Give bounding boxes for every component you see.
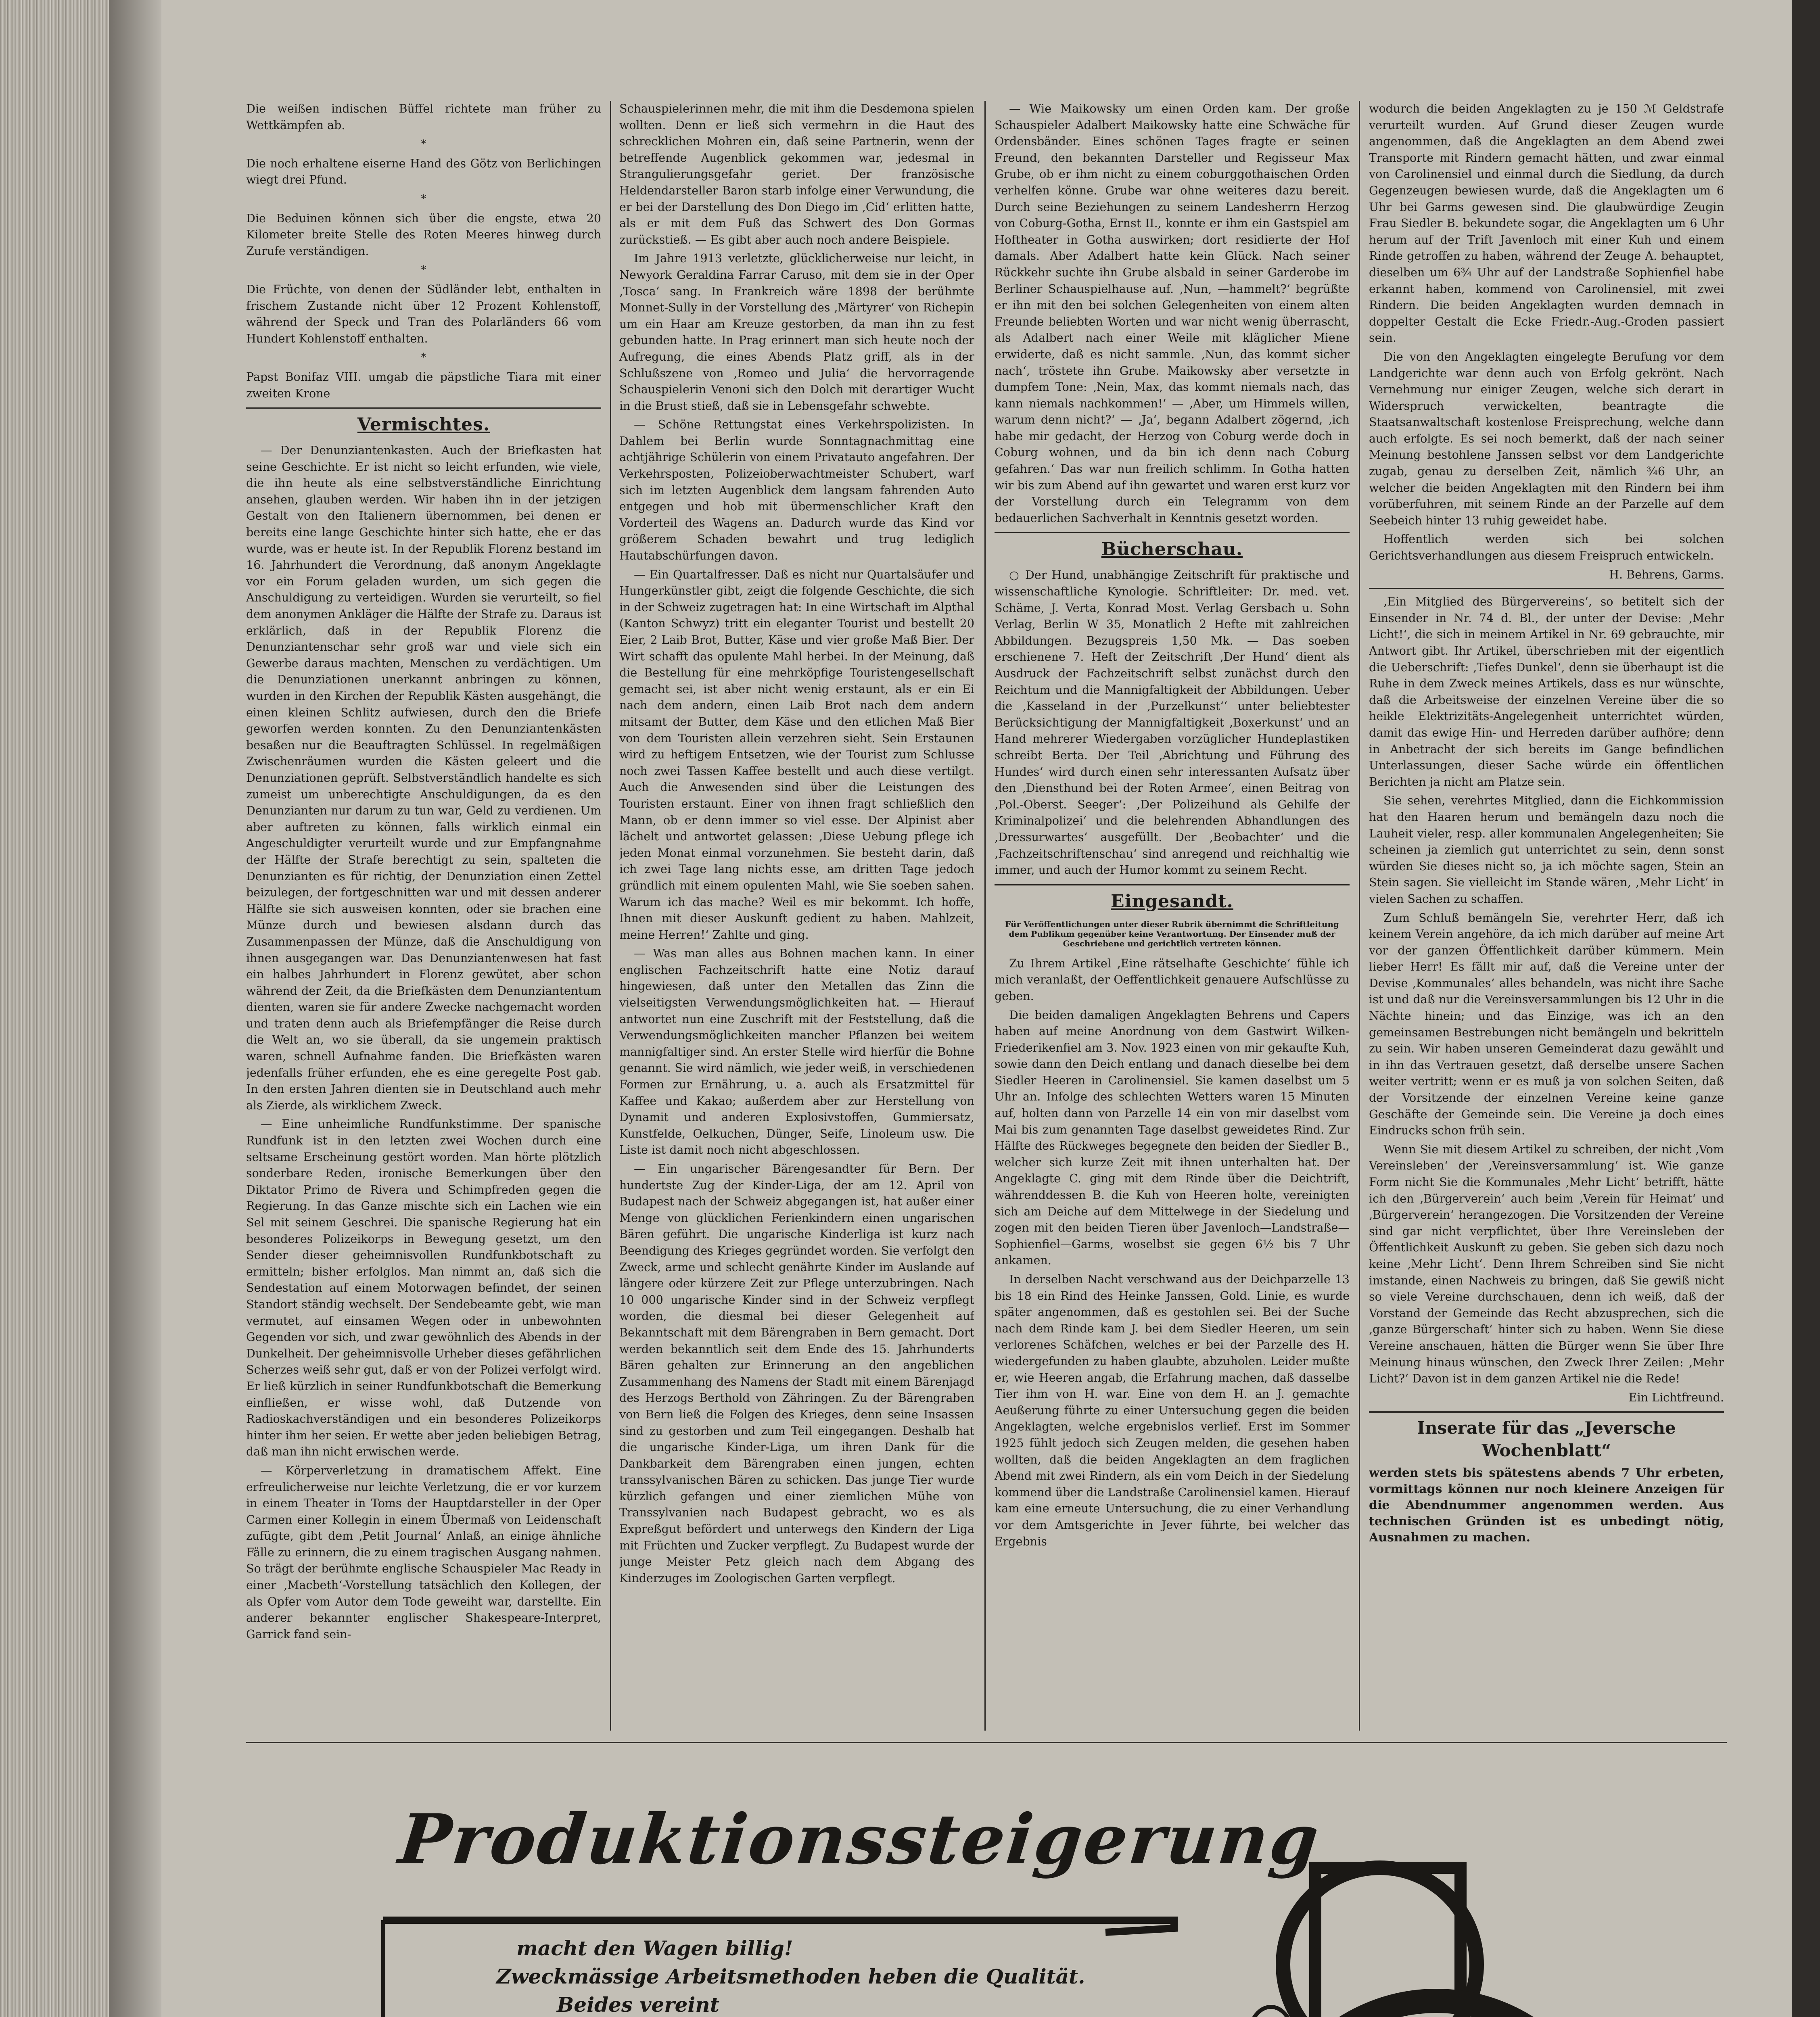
- column-rule: [1359, 101, 1360, 1731]
- ad-headline: Produktionssteigerung: [395, 1799, 1324, 1880]
- column-rule: [984, 101, 986, 1731]
- article: — Ein Quartalfresser. Daß es nicht nur Quartalsäufer und Hungerkünstler gibt, zeigt die folgende Geschichte, die sich in der Schweiz zugetragen hat: In eine Wirtschaft im Alpthal (Kanton Schwyz) tritt ein eleganter Tourist und bestellt 20 Eier, 2 Laib Brot, Butter, Käse und vier große Maß Bier. Der Wirt schafft das opulente Mahl herbei. In der Meinung, daß die Bestellung für eine mehrköpfige Touristengesellschaft gemacht sei, ist aber nicht wenig erstaunt, als er ein Ei nach dem andern, einen Laib Brot nach dem andern mitsamt der Butter, dem Käse und den etlichen Maß Bier von dem Touristen allein verzehren sieht. Sein Erstaunen wird zu heftigem Entsetzen, wie der Tourist zum Schlusse noch zwei Tassen Kaffee bestellt und auch diese vertilgt. Auch die Anwesenden sind über die Leistungen des Touristen erstaunt. Einer von ihnen fragt schließlich den Mann, ob er denn immer so viel esse. Der Alpinist aber lächelt und antwortet gelassen: ‚Diese Uebung pflege ich jeden Monat einmal vorzunehmen. Sie besteht darin, daß ich zwei Tage lang nichts esse, am dritten Tage jedoch gründlich mit einem opulenten Mahl, wie Sie soeben sahen. Warum ich das mache? Weil es mir bekommt. Ich hoffe, Ihnen mit dieser Auskunft gedient zu haben. Mahlzeit, meine Herren!‘ Zahlte und ging.: [619, 568, 974, 942]
- separator-star: *: [421, 138, 426, 150]
- fact-item: Die noch erhaltene eiserne Hand des Götz von Berlichingen wiegt drei Pfund.: [246, 157, 601, 187]
- section-rule: [995, 532, 1350, 533]
- article: — Wie Maikowsky um einen Orden kam. Der große Schauspieler Adalbert Maikowsky hatte eine Schwäche für Ordensbänder. Eines schönen Tages fragte er seinen Freund, den bekannten Darsteller und Regisseur Max Grube, ob er ihm nicht zu einem coburggothaischen Orden verhelfen könne. Grube war ohne weiteres dazu bereit. Durch seine Beziehungen zu seinem Landesherrn Herzog von Coburg-Gotha, Ernst II., konnte er ihm ein Gastspiel am Hoftheater in Gotha auswirken; dort residierte der Hof damals. Aber Adalbert hatte kein Glück. Nach seiner Rückkehr suchte ihn Grube alsbald in seiner Garderobe im Berliner Schauspielhause auf. ‚Nun, —hammelt?‘ begrüßte er ihn mit den bei solchen Gelegenheiten von einem alten Freunde beliebten Worten und war nicht wenig überrascht, als Adalbert nach einer Weile mit kläglicher Miene erwiderte, daß es nicht sammle. ‚Nun, das kommt sicher nach‘, tröstete ihn Grube. Maikowsky aber versetzte in dumpfem Tone: ‚Nein, Max, das kommt niemals nach, das kann niemals nachkommen!‘ — ‚Aber, um Himmels willen, warum denn nicht?‘ — ‚Ja‘, begann Adalbert zögernd, ‚ich habe mir gedacht, der Herzog von Coburg werde doch in Coburg wohnen, und da bin ich denn nach Coburg gefahren.‘ Das war nun freilich schlimm. In Gotha hatten wir bis zum Abend auf ihn gewartet und waren erst kurz vor der Vorstellung durch ein Telegramm von dem bedauerlichen Sachverhalt in Kenntnis gesetzt worden.: [995, 102, 1350, 525]
- disclaimer: Für Veröffentlichungen unter dieser Rubrik übernimmt die Schriftleitung dem Publikum gegenüber keine Verantwortung. Der Einsender muß der Geschriebene und gerichtlich vertreten können.: [1005, 919, 1339, 948]
- ad-slogan: macht den Wagen billig!: [516, 1936, 793, 1960]
- article: ‚Ein Mitglied des Bürgervereins‘, so betitelt sich der Einsender in Nr. 74 d. Bl., der unter der Devise: ‚Mehr Licht!‘, die sich in meinem Artikel in Nr. 69 gebrauchte, mir Antwort gibt. Ihr Artikel, überschrieben mit der eigentlich die Ueberschrift: ‚Tiefes Dunkel‘, denn sie überhaupt ist die Ruhe in dem Zweck meines Artikels, dass es nur wünschte, daß die Arbeitsweise der einzelnen Vereine über die so heikle Elektrizitäts-Angelegenheit unterrichtet würden, damit das ewige Hin- und Herreden darüber aufhöre; denn in Anbetracht der sich bereits im Gange befindlichen Unterlassungen, dieser Sache würde ein öffentlichen Berichten ja nicht am Platze sein.: [1369, 595, 1724, 789]
- article: — Körperverletzung in dramatischem Affekt. Eine erfreulicherweise nur leichte Verletzung, die er vor kurzem in einem Theater in Toms der Hauptdarsteller in der Oper Carmen einer Kollegin in einem Übermaß von Leidenschaft zufügte, gibt dem ‚Petit Journal‘ Anlaß, an einige ähnliche Fälle zu erinnern, die zu einem tragischen Ausgang nahmen. So trägt der berühmte englische Schauspieler Mac Ready in einer ‚Macbeth‘-Vorstellung tatsächlich den Kollegen, der als Opfer vom Autor dem Tode geweiht war, darstellte. Ein anderer bekannter englischer Shakespeare-Interpret, Garrick fand sein-: [246, 1464, 601, 1641]
- book-binding: [0, 0, 109, 2017]
- article: Hoffentlich werden sich bei solchen Gerichtsverhandlungen aus diesem Freispruch entwickeln.: [1369, 532, 1724, 563]
- section-heading: Vermischtes.: [357, 414, 490, 435]
- fact-item: Papst Bonifaz VIII. umgab die päpstliche Tiara mit einer zweiten Krone: [246, 370, 601, 400]
- section-rule: [246, 407, 601, 409]
- article: ○ Der Hund, unabhängige Zeitschrift für praktische und wissenschaftliche Kynologie. Schriftleiter: Dr. med. vet. Schäme, J. Verta, Konrad Most. Verlag Gersbach u. Sohn Verlag, Berlin W 35, Monatlich 2 Hefte mit zahlreichen Abbildungen. Bezugspreis 1,50 Mk. — Das soeben erschienene 7. Heft der Zeitschrift ‚Der Hund‘ dient als Ausdruck der Fachzeitschrift selbst zunächst durch den Reichtum und die Mannigfaltigkeit der Abbildungen. Ueber die ‚Kasseland in der ‚Purzelkunst‘‘ unter beliebtester Berücksichtigung der Mannigfaltigkeit ‚Boxerkunst‘ und an Hand mehrerer Wiedergaben vorzüglicher Hundeplastiken schreibt Berta. Der Teil ‚Abrichtung und Führung des Hundes‘ wird durch einen sehr interessanten Aufsatz über den ‚Diensthund bei der Roten Armee‘, einen Beitrag von ‚Pol.-Oberst. Seeger‘: ‚Der Polizeihund als Gehilfe der Kriminalpolizei‘ und die belehrenden Abhandlungen des ‚Dressurwartes‘ ausgefüllt. Der ‚Beobachter‘ und die ‚Fachzeitschriftenschau‘ sind anregend und reichhaltig wie immer, und auch der Humor kommt zu seinem Recht.: [995, 568, 1350, 877]
- article: — Der Denunziantenkasten. Auch der Briefkasten hat seine Geschichte. Er ist nicht so leicht erfunden, wie viele, die ihn heute als eine selbstverständliche Einrichtung ansehen, glauben werden. Wir haben ihn in der jetzigen Gestalt von den Italienern übernommen, bei denen er bereits eine lange Geschichte hinter sich hatte, ehe er das wurde, was er heute ist. In der Republik Florenz bestand im 16. Jahrhundert die Verordnung, daß anonym Angeklagte vor ein Forum geladen wurden, um sich gegen die Anschuldigung zu verteidigen. Wurden sie verurteilt, so fiel dem anonymen Ankläger die Hälfte der Strafe zu. Daraus ist erklärlich, daß in der Republik Florenz die Denunziantenschar sehr groß war und viele sich ein Gewerbe daraus machten, Menschen zu verdächtigen. Um die Denunziationen unerkannt anbringen zu können, wurden in den Kirchen der Republik Kästen ausgehängt, die einen kleinen Schlitz aufwiesen, durch den die Briefe geworfen werden konnten. Zu den Denunziantenkästen besaßen nur die Beauftragten Schlüssel. In regelmäßigen Zwischenräumen wurden die Kästen geleert und die Denunziationen geprüft. Selbstverständlich handelte es sich zumeist um unberechtigte Anschuldigungen, da es den Denunzianten nur darum zu tun war, Geld zu verdienen. Um aber auftreten zu können, falls wirklich einmal ein Angeschuldigter verurteilt wurde und zur Empfangnahme der Hälfte der Strafe berechtigt zu sein, spalteten die Denunzianten es für richtig, der Denunziation einen Zettel beizulegen, der fortgeschnitten war und mit dessen anderer Hälfte sie sich ausweisen konnten, oder sie brachen eine Münze durch und bewiesen alsdann durch das Zusammenpassen der Münze, daß die Anschuldigung von ihnen ausgegangen war. Das Denunziantenwesen hat fast ein halbes Jahrhundert in Florenz gewütet, aber schon während der Zeit, da die Briefkästen dem Denunziantentum dienten, waren sie für andere Zwecke nachgemacht worden und traten denn auch als Briefempfänger die Reise durch die Welt an, wo sie überall, da sie ungemein praktisch waren, schnell Aufnahme fanden. Die Briefkästen waren jedenfalls früher erfunden, ehe es eine geregelte Post gab. In den ersten Jahren dienten sie in Deutschland auch mehr als Zierde, als wirklichem Zweck.: [246, 444, 601, 1112]
- article: In derselben Nacht verschwand aus der Deichparzelle 13 bis 18 ein Rind des Heinke Janssen, Gold. Linie, es wurde später angenommen, daß es gestohlen sei. Bei der Suche nach dem Rinde kam J. bei dem Siedler Heeren, um sein verlorenes Schäfchen, welches er bei der Parzelle des H. wiedergefunden zu haben glaubte, abzuholen. Leider mußte er, wie Heeren angab, die Erfahrung machen, daß dasselbe Tier ihm von H. war. Eine von dem H. an J. gemachte Aeußerung führte zu einer Untersuchung gegen die beiden Angeklagten, welche ergebnislos verlief. Erst im Sommer 1925 fühlt jedoch sich Zeugen melden, die gesehen haben wollten, daß die beiden Angeklagten an dem fraglichen Abend mit zwei Rindern, als ein vom Deich in der Siedelung kommend über die Landstraße Carolinensiel kamen. Hierauf kam eine erneute Untersuchung, die zu einer Verhandlung vor dem Amtsgerichte in Jever führte, bei welcher das Ergebnis: [995, 1273, 1350, 1548]
- article: Im Jahre 1913 verletzte, glücklicherweise nur leicht, in Newyork Geraldina Farrar Caruso, mit dem sie in der Oper ‚Tosca‘ sang. In Frankreich wäre 1898 der berühmte Monnet-Sully in der Vorstellung des ‚Märtyrer‘ von Richepin um ein Haar am Kreuze gestorben, da man ihn zu fest gebunden hatte. In Prag erinnert man sich heute noch der Aufregung, die eines Abends Platz griff, als in der Schlußszene von ‚Romeo und Julia‘ die hervorragende Schauspielerin Venoni sich den Dolch mit derartiger Wucht in die Brust stieß, daß sie in Lebensgefahr schwebte.: [619, 252, 974, 413]
- column-4: [1369, 101, 1724, 1731]
- separator-star: *: [421, 192, 426, 205]
- ad-separator-rule: [246, 1742, 1727, 1743]
- fact-item: Die Früchte, von denen der Südländer lebt, enthalten in frischem Zustande nicht über 12 Prozent Kohlenstoff, während der Speck und Tran des Polarländers 66 vom Hundert Kohlenstoff enthalten.: [246, 282, 601, 345]
- article: — Schöne Rettungstat eines Verkehrspolizisten. In Dahlem bei Berlin wurde Sonntagnachmittag eine achtjährige Schülerin von einem Privatauto angefahren. Der Verkehrsposten, Polizeioberwachtmeister Schubert, warf sich im letzten Augenblick dem langsam fahrenden Auto entgegen und hob mit übermenschlicher Kraft den Vorderteil des Wagens an. Dadurch wurde das Kind vor größerem Schaden bewahrt und trug lediglich Hautabschürfungen davon.: [619, 418, 974, 563]
- article: Zum Schluß bemängeln Sie, verehrter Herr, daß ich keinem Verein angehöre, da ich mich darüber auf meine Art vor der ganzen Öffentlichkeit darüber kümmern. Mein lieber Herr! Es fällt mir auf, daß die Vereine unter der Devise ‚Kommunales‘ alles behandeln, was nicht ihre Sache ist und daß nur die Vereinsversammlungen bis 12 Uhr in die Nächte hinein; und das Einzige, was ich an den gemeinsamen Bestrebungen nicht bemängeln und bekritteln zu sein. Wir haben unseren Gemeinderat dazu gewählt und in ihn das Vertrauen gesetzt, daß derselbe unsere Sachen weiter vertritt; wenn er es muß ja von solchen Seiten, daß der Vorsitzende der einzelnen Vereine keine ganze Geschäfte der Gemeinde sein. Die Vereine ja doch eines Eindrucks schon früh sein.: [1369, 911, 1724, 1138]
- scan-edge: [1792, 0, 1820, 2017]
- column-2: [619, 101, 974, 1731]
- brennabor-advertisement: [347, 1775, 1646, 2017]
- article: Wenn Sie mit diesem Artikel zu schreiben, der nicht ‚Vom Vereinsleben‘ der ‚Vereinsversammlung‘ ist. Wie ganze Form nicht Sie die Kommunales ‚Mehr Licht‘ betrifft, hätte ich den ‚Bürgerverein‘ auch beim ‚Verein für Heimat‘ und ‚Bürgerverein‘ herangezogen. Die Vorsitzenden der Vereine sind gar nicht verpflichtet, über Ihre Vereinsleben der Öffentlichkeit Auskunft zu geben. Sie geben sich dazu noch keine ‚Mehr Licht‘. Denn Ihrem Schreiben sind Sie nicht imstande, einen Nachweis zu bringen, daß Sie gewiß nicht so viele Vereine durchschauen, denn ich weiß, daß der Vorstand der Gemeinde das Recht abzusprechen, sich die ‚ganze Bürgerschaft‘ hinter sich zu haben. Wenn Sie diese Vereine anschauen, hätten die Bürger wenn Sie über Ihre Meinung hinaus wünschen, den Zweck Ihrer Zeilen: ‚Mehr Licht?‘ Davon ist in dem ganzen Artikel nie die Rede!: [1369, 1142, 1724, 1386]
- column-rule: [610, 101, 611, 1731]
- article: Die von den Angeklagten eingelegte Berufung vor dem Landgerichte war denn auch von Erfolg gekrönt. Nach Vernehmung nur einiger Zeugen, welche sich derart in Widerspruch verwickelten, beantragte die Staatsanwaltschaft kostenlose Freisprechung, welche dann auch erfolgte. Es sei noch bemerkt, daß der nach seiner Meinung bestohlene Janssen selbst vor dem Landgerichte zugab, genau zu derselben Zeit, nämlich ¾6 Uhr, an welcher die beiden Angeklagten mit den Rindern bei ihm vorüberfuhren, mit seinem Rinde an der Parzelle auf dem Seebeich hinter 13 ruhig geweidet habe.: [1369, 350, 1724, 527]
- ad-slogan: Beides vereint: [557, 1993, 719, 2017]
- signature: Ein Lichtfreund.: [1628, 1391, 1724, 1404]
- section-heading: Eingesandt.: [1111, 891, 1233, 912]
- section-heading: Bücherschau.: [1101, 539, 1243, 560]
- binding-shadow: [109, 0, 161, 2017]
- article: — Ein ungarischer Bärengesandter für Bern. Der hundertste Zug der Kinder-Liga, der am 12. April von Budapest nach der Schweiz abgegangen ist, hat außer einer Menge von glücklichen Ferienkindern einen ungarischen Bären geführt. Die ungarische Kinderliga ist kurz nach Beendigung des Krieges gegründet worden. Sie verfolgt den Zweck, arme und schlecht genährte Kinder im Auslande auf längere oder kürzere Zeit zur Pflege unterzubringen. Nach 10 000 ungarische Kinder sind in der Schweiz verpflegt worden, die diesmal bei dieser Gelegenheit auf Bekanntschaft mit dem Bärengraben in Bern gemacht. Dort werden bekanntlich seit dem Ende des 15. Jahrhunderts Bären gehalten zur Erinnerung an den angeblichen Zusammenhang des Namens der Stadt mit einem Bärenjagd des Herzogs Berthold von Zähringen. Zu der Bärengraben von Bern ließ die Folgen des Krieges, denn seine Insassen sind zu gestorben und zum Teil eingegangen. Deshalb hat die ungarische Kinder-Liga, um ihren Dank für die Dankbarkeit dem Bärengraben einen jungen, echten transsylvanischen Bären zu schicken. Das junge Tier wurde kürzlich gefangen und einer ziemlichen Mühe von Transsylvanien nach Budapest gebracht, wo es als Expreßgut befördert und unterwegs den Kindern der Liga mit Früchten und Zucker verpflegt. Zu Budapest wurde der junge Meister Petz gleich nach dem Abgang des Kinderzuges im Zoologischen Garten verpflegt.: [619, 1162, 974, 1585]
- signature: H. Behrens, Garms.: [1609, 568, 1724, 581]
- notice-text: werden stets bis spätestens abends 7 Uhr erbeten, vormittags können nur noch kleinere Anzeigen für die Abendnummer angenommen werden. Aus technischen Gründen ist es unbedingt nötig, Ausnahmen zu machen.: [1369, 1466, 1724, 1545]
- article: Zu Ihrem Artikel ‚Eine rätselhafte Geschichte‘ fühle ich mich veranlaßt, der Oeffentlichkeit genauere Aufschlüsse zu geben.: [995, 956, 1350, 1003]
- column-3: [995, 101, 1350, 1731]
- article: Die beiden damaligen Angeklagten Behrens und Capers haben auf meine Anordnung von dem Gastwirt Wilken-Friederikenfiel am 3. Nov. 1923 einen von mir gekaufte Kuh, sowie dann den Deich entlang und danach dieselbe bei dem Siedler Heeren in Carolinensiel. Sie kamen daselbst um 5 Uhr an. Infolge des schlechten Wetters waren 15 Minuten auf, holten dann von Parzelle 14 ein von mir daselbst vom Mai bis zum genannten Tage daselbst geweidetes Rind. Zur Hälfte des Rückweges begegnete den beiden der Siedler B., welcher sich kurze Zeit mit ihnen unterhalten hat. Der Angeklagte C. ging mit dem Rinde über die Deichtrift, währenddessen B. die Kuh von Heeren holte, vereinigten sich am Deiche auf dem Mittelwege in der Siedelung und zogen mit den beiden Tieren über Javenloch—Landstraße—Sophienfiel—Garms, woselbst sie gegen 6½ bis 7 Uhr ankamen.: [995, 1008, 1350, 1267]
- section-rule: [995, 884, 1350, 885]
- separator-star: *: [421, 264, 426, 276]
- separator-star: *: [421, 351, 426, 364]
- column-1: [246, 101, 601, 1731]
- article: — Eine unheimliche Rundfunkstimme. Der spanische Rundfunk ist in den letzten zwei Wochen durch eine seltsame Erscheinung gestört worden. Man hörte plötzlich sonderbare Reden, ironische Bemerkungen über den Diktator Primo de Rivera und Schimpfreden gegen die Regierung. In das Ganze mischte sich ein Lachen wie ein Sel mit seinem Geschrei. Die spanische Regierung hat ein besonderes Polizeikorps in Bewegung gesetzt, um den Sender dieser geheimnisvollen Rundfunkbotschaft zu ermitteln; bisher erfolglos. Man nimmt an, daß sich die Sendestation auf einem Motorwagen befindet, der seinen Standort ständig wechselt. Der Sendebeamte gebt, wie man vermutet, auf einsamen Wegen oder in unbewohnten Gegenden vor sich, und zwar gewöhnlich des Abends in der Dunkelheit. Der geheimnisvolle Urheber dieses gefährlichen Scherzes weiß sehr gut, daß er von der Polizei verfolgt wird. Er ließ kürzlich in seiner Rundfunkbotschaft die Bemerkung einfließen, er wisse wohl, daß Dutzende von Radioskachverständigen und ein besonderes Polizeikorps hinter ihm her seien. Er wette aber jeden beliebigen Betrag, daß man ihn nicht erwischen werde.: [246, 1117, 601, 1459]
- ad-slogan: Zweckmässige Arbeitsmethoden heben die Qualität.: [496, 1965, 1085, 1988]
- section-rule: [1369, 588, 1724, 589]
- article: wodurch die beiden Angeklagten zu je 150 ℳ Geldstrafe verurteilt wurden. Auf Grund dieser Zeugen wurde angenommen, daß die Angeklagten an dem Abend zwei Transporte mit Rindern gemacht hätten, und zwar einmal von Carolinensiel und einmal durch die Siedlung, da durch Gegenzeugen bewiesen wurde, daß die Angeklagten um 6 Uhr bei Garms gewesen sind. Die glaubwürdige Zeugin Frau Siedler B. bekundete sogar, die Angeklagten um 6 Uhr herum auf der Trift Javenloch mit einer Kuh und einem Rinde getroffen zu haben, während der Zeuge A. behauptet, dieselben um 6¾ Uhr auf der Landstraße Sophienfiel habe erkannt haben, kommend von Carolinensiel, mit zwei Rindern. Die beiden Angeklagten wurden demnach in doppelter Gestalt die Ecke Friedr.-Aug.-Groden passiert sein.: [1369, 102, 1724, 345]
- fact-item: Die weißen indischen Büffel richtete man früher zu Wettkämpfen ab.: [246, 102, 601, 132]
- article: Sie sehen, verehrtes Mitglied, dann die Eichkommission hat den Haaren herum und bemängeln dazu noch die Lauheit vieler, resp. aller kommunalen Angelegenheiten; Sie scheinen ja ziemlich gut unterrichtet zu sein, denn sonst würden Sie dieses nicht so, ja ich möchte sagen, Stein an Stein sagen. Sie vielleicht im Stande wären, ‚Mehr Licht‘ in vielen Sachen zu schaffen.: [1369, 794, 1724, 906]
- fact-item: Die Beduinen können sich über die engste, etwa 20 Kilometer breite Stelle des Roten Meeres hinweg durch Zurufe verständigen.: [246, 211, 601, 258]
- notice-heading: Inserate für das „Jeversche Wochenblatt“: [1417, 1418, 1676, 1461]
- article: — Was man alles aus Bohnen machen kann. In einer englischen Fachzeitschrift hatte eine Notiz darauf hingewiesen, daß unter den Metallen das Zinn die vielseitigsten Verwendungsmöglichkeiten hat. — Hierauf antwortet nun eine Zuschrift mit der Feststellung, daß die Verwendungsmöglichkeiten mancher Pflanzen bei weitem mannigfaltiger sind. An erster Stelle wird hierfür die Bohne genannt. Sie wird nämlich, wie jeder weiß, in verschiedenen Formen zur Ernährung, u. a. auch als Ersatzmittel für Kaffee und Kakao; außerdem aber zur Herstellung von Dynamit und anderen Explosivstoffen, Gummiersatz, Kunstfelde, Oelkuchen, Dünger, Seife, Linoleum usw. Die Liste ist damit noch nicht abgeschlossen.: [619, 947, 974, 1157]
- section-rule: [1369, 1411, 1724, 1413]
- article: Schauspielerinnen mehr, die mit ihm die Desdemona spielen wollten. Denn er ließ sich vermehrn in die Haut des schrecklichen Mohren ein, daß seine Partnerin, wenn der betreffende Augenblick gekommen war, jedesmal in Strangulierungsgefahr geriet. Der französische Heldendarsteller Baron starb infolge einer Verwundung, die er bei der Darstellung des Don Diego im ‚Cid‘ erlitten hatte, als er mit dem Fuß das Schwert des Don Gormas zurückstieß. — Es gibt aber auch noch andere Beispiele.: [619, 102, 974, 246]
